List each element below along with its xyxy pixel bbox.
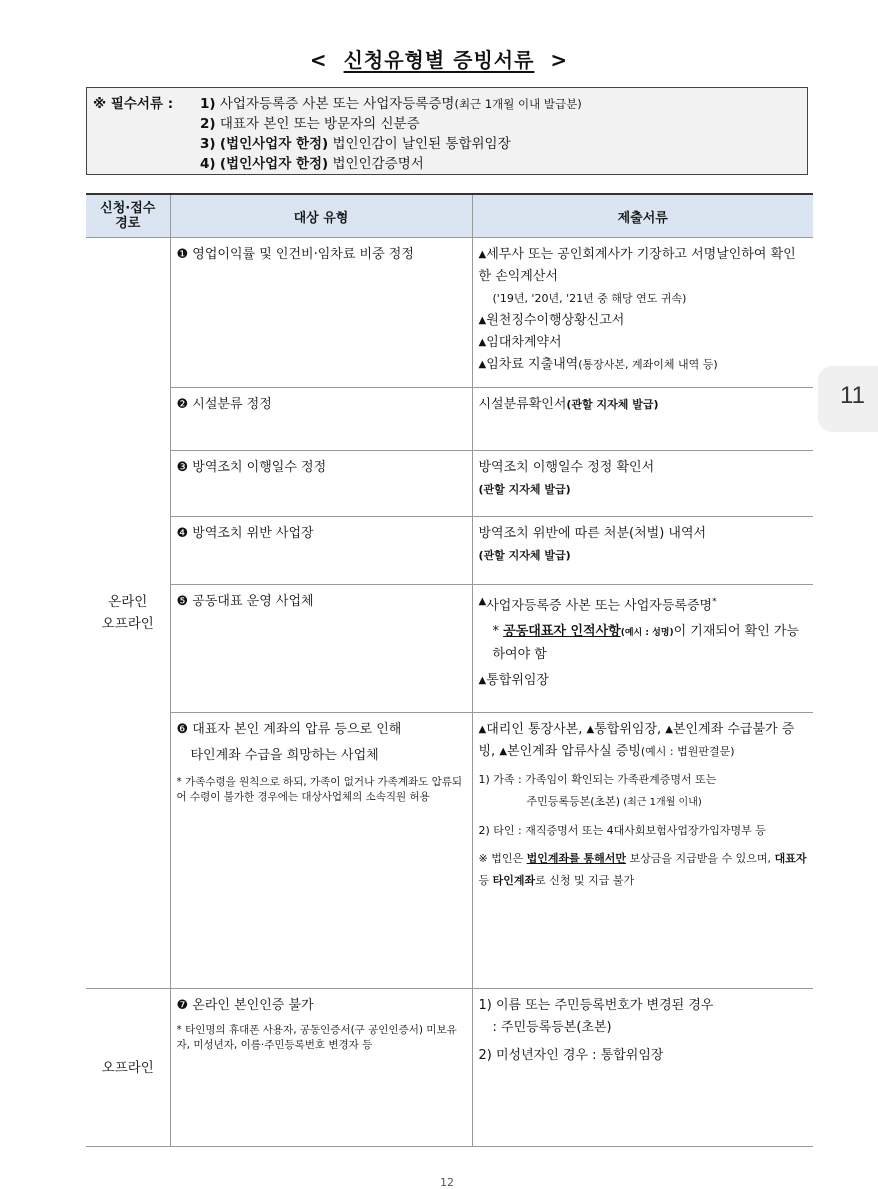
route-offline: 오프라인 <box>86 989 170 1147</box>
type-cell: ❶ 영업이익률 및 인건비·임차료 비중 정정 <box>170 238 472 388</box>
required-doc-item: 2) 대표자 본인 또는 방문자의 신분증 <box>200 116 420 132</box>
type-cell: ❸ 방역조치 이행일수 정정 <box>170 451 472 517</box>
route-online-offline: 온라인 오프라인 <box>86 238 170 989</box>
required-doc-item: 3) (법인사업자 한정) 법인인감이 날인된 통합위임장 <box>200 136 511 152</box>
docs-cell: ▲세무사 또는 공인회계사가 기장하고 서명날인하여 확인한 손익계산서 ('19년, '20년, '21년 중 해당 연도 귀속) ▲원천징수이행상황신고서 ▲임대차계약서 ▲임차료 지출내역(통장사본, 계좌이체 내역 등) <box>472 238 813 388</box>
docs-cell: ▲대리인 통장사본, ▲통합위임장, ▲본인계좌 수급불가 증빙, ▲본인계좌 압류사실 증빙(예시 : 법원판결문) 1) 가족 : 가족임이 확인되는 가족관계증명서 또는 주민등록등본(초본) (최근 1개월 이내) 2) 타인 : 재직증명서 또는 4대사회보험사업장가입자명부 등 ※ 법인은 법인계좌를 통해서만 보상금을 지급받을 수 있으며, 대표자 등 타인계좌로 신청 및 지급 불가 <box>472 713 813 989</box>
page-number: 12 <box>440 1176 454 1189</box>
table-row <box>86 451 813 517</box>
docs-cell: ▲사업자등록증 사본 또는 사업자등록증명* * 공동대표자 인적사항(예시 : 성명)이 기재되어 확인 가능하여야 함 ▲통합위임장 <box>472 585 813 713</box>
side-page-tab[interactable]: 11 <box>818 366 878 432</box>
type-cell: ❻ 대표자 본인 계좌의 압류 등으로 인해 타인계좌 수급을 희망하는 사업체 * 가족수령을 원칙으로 하되, 가족이 없거나 가족계좌도 압류되어 수령이 불가한 경우에는 대상사업체의 소속직원 허용 <box>170 713 472 989</box>
type-cell: ❷ 시설분류 정정 <box>170 388 472 451</box>
table-row <box>86 989 813 1147</box>
header-type: 대상 유형 <box>170 194 472 238</box>
docs-cell: 시설분류확인서(관할 지자체 발급) <box>472 388 813 451</box>
required-docs-label: ※ 필수서류 : <box>93 96 174 112</box>
docs-cell: 1) 이름 또는 주민등록번호가 변경된 경우 : 주민등록등본(초본) 2) 미성년자인 경우 : 통합위임장 <box>472 989 813 1147</box>
header-docs: 제출서류 <box>472 194 813 238</box>
table-row <box>86 713 813 989</box>
docs-cell: 방역조치 위반에 따른 처분(처벌) 내역서 (관할 지자체 발급) <box>472 517 813 585</box>
page-title: < 신청유형별 증빙서류 > <box>309 48 569 72</box>
required-docs-box <box>86 87 808 175</box>
type-cell: ❼ 온라인 본인인증 불가 * 타인명의 휴대폰 사용자, 공동인증서(구 공인인증서) 미보유자, 미성년자, 이름·주민등록번호 변경자 등 <box>170 989 472 1147</box>
table-row <box>86 585 813 713</box>
table-row <box>86 517 813 585</box>
type-cell: ❹ 방역조치 위반 사업장 <box>170 517 472 585</box>
required-doc-item: 4) (법인사업자 한정) 법인인감증명서 <box>200 156 424 172</box>
header-route: 신청·접수 경로 <box>86 194 170 238</box>
table-row <box>86 238 813 388</box>
docs-cell: 방역조치 이행일수 정정 확인서 (관할 지자체 발급) <box>472 451 813 517</box>
table-row <box>86 388 813 451</box>
table-header-row <box>86 194 813 238</box>
evidence-table <box>86 193 813 1147</box>
type-cell: ❺ 공동대표 운영 사업체 <box>170 585 472 713</box>
required-doc-item: 1) 사업자등록증 사본 또는 사업자등록증명(최근 1개월 이내 발급분) <box>200 96 582 112</box>
